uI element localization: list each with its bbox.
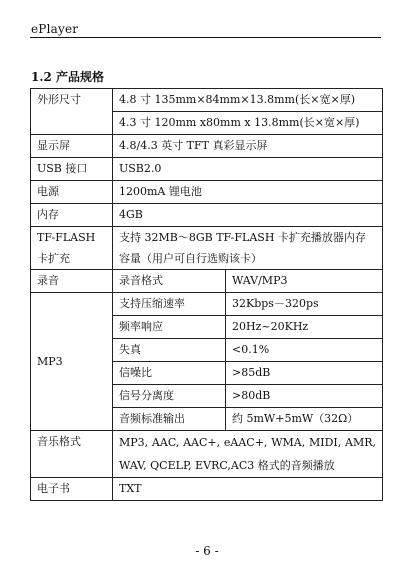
table-row [31,227,383,270]
table-row [31,478,383,501]
record-sub-label: 录音格式 [113,270,226,293]
mp3-row-value: >85dB [226,362,383,385]
tf-value: 支持 32MB～8GB TF-FLASH 卡扩充播放器内存容量（用户可自行选购该卡） [113,227,383,270]
spec-table [30,88,383,501]
record-label: 录音 [31,270,113,293]
size-label: 外形尺寸 [31,89,113,135]
mp3-label: MP3 [31,293,113,431]
mp3-row-label: 频率响应 [113,316,226,339]
tf-label: TF-FLASH 卡扩充 [31,227,113,270]
mp3-row-label: 信噪比 [113,362,226,385]
table-row [31,158,383,181]
mp3-row-label: 音频标准输出 [113,408,226,431]
mp3-row-value: 20Hz~20KHz [226,316,383,339]
display-label: 显示屏 [31,135,113,158]
table-row [31,431,383,478]
power-label: 电源 [31,181,113,204]
size-43-value: 4.3 寸 120mm x80mm x 13.8mm(长×宽×厚) [113,112,383,135]
table-row [31,89,383,112]
mp3-row-label: 支持压缩速率 [113,293,226,316]
usb-value: USB2.0 [113,158,383,181]
mp3-row-value: 约 5mW+5mW（32Ω） [226,408,383,431]
mp3-row-label: 信号分离度 [113,385,226,408]
memory-value: 4GB [113,204,383,227]
size-48-value: 4.8 寸 135mm×84mm×13.8mm(长×宽×厚) [113,89,383,112]
table-row [31,181,383,204]
ebook-value: TXT [113,478,383,501]
record-sub-value: WAV/MP3 [226,270,383,293]
mp3-row-label: 失真 [113,339,226,362]
mp3-row-value: <0.1% [226,339,383,362]
ebook-label: 电子书 [31,478,113,501]
mp3-row-value: 32Kbps－320ps [226,293,383,316]
display-value: 4.8/4.3 英寸 TFT 真彩显示屏 [113,135,383,158]
table-row [31,293,383,316]
table-row [31,270,383,293]
music-label: 音乐格式 [31,431,113,478]
table-row [31,135,383,158]
table-row [31,204,383,227]
mp3-row-value: >80dB [226,385,383,408]
header-rule [30,37,381,38]
document-header-title: ePlayer [31,22,79,36]
page-number: - 6 - [195,544,219,558]
memory-label: 内存 [31,204,113,227]
music-value: MP3, AAC, AAC+, eAAC+, WMA, MIDI, AMR, WAV, QCELP, EVRC,AC3 格式的音频播放 [113,431,383,478]
power-value: 1200mA 锂电池 [113,181,383,204]
section-heading: 1.2 产品规格 [31,70,105,84]
usb-label: USB 接口 [31,158,113,181]
